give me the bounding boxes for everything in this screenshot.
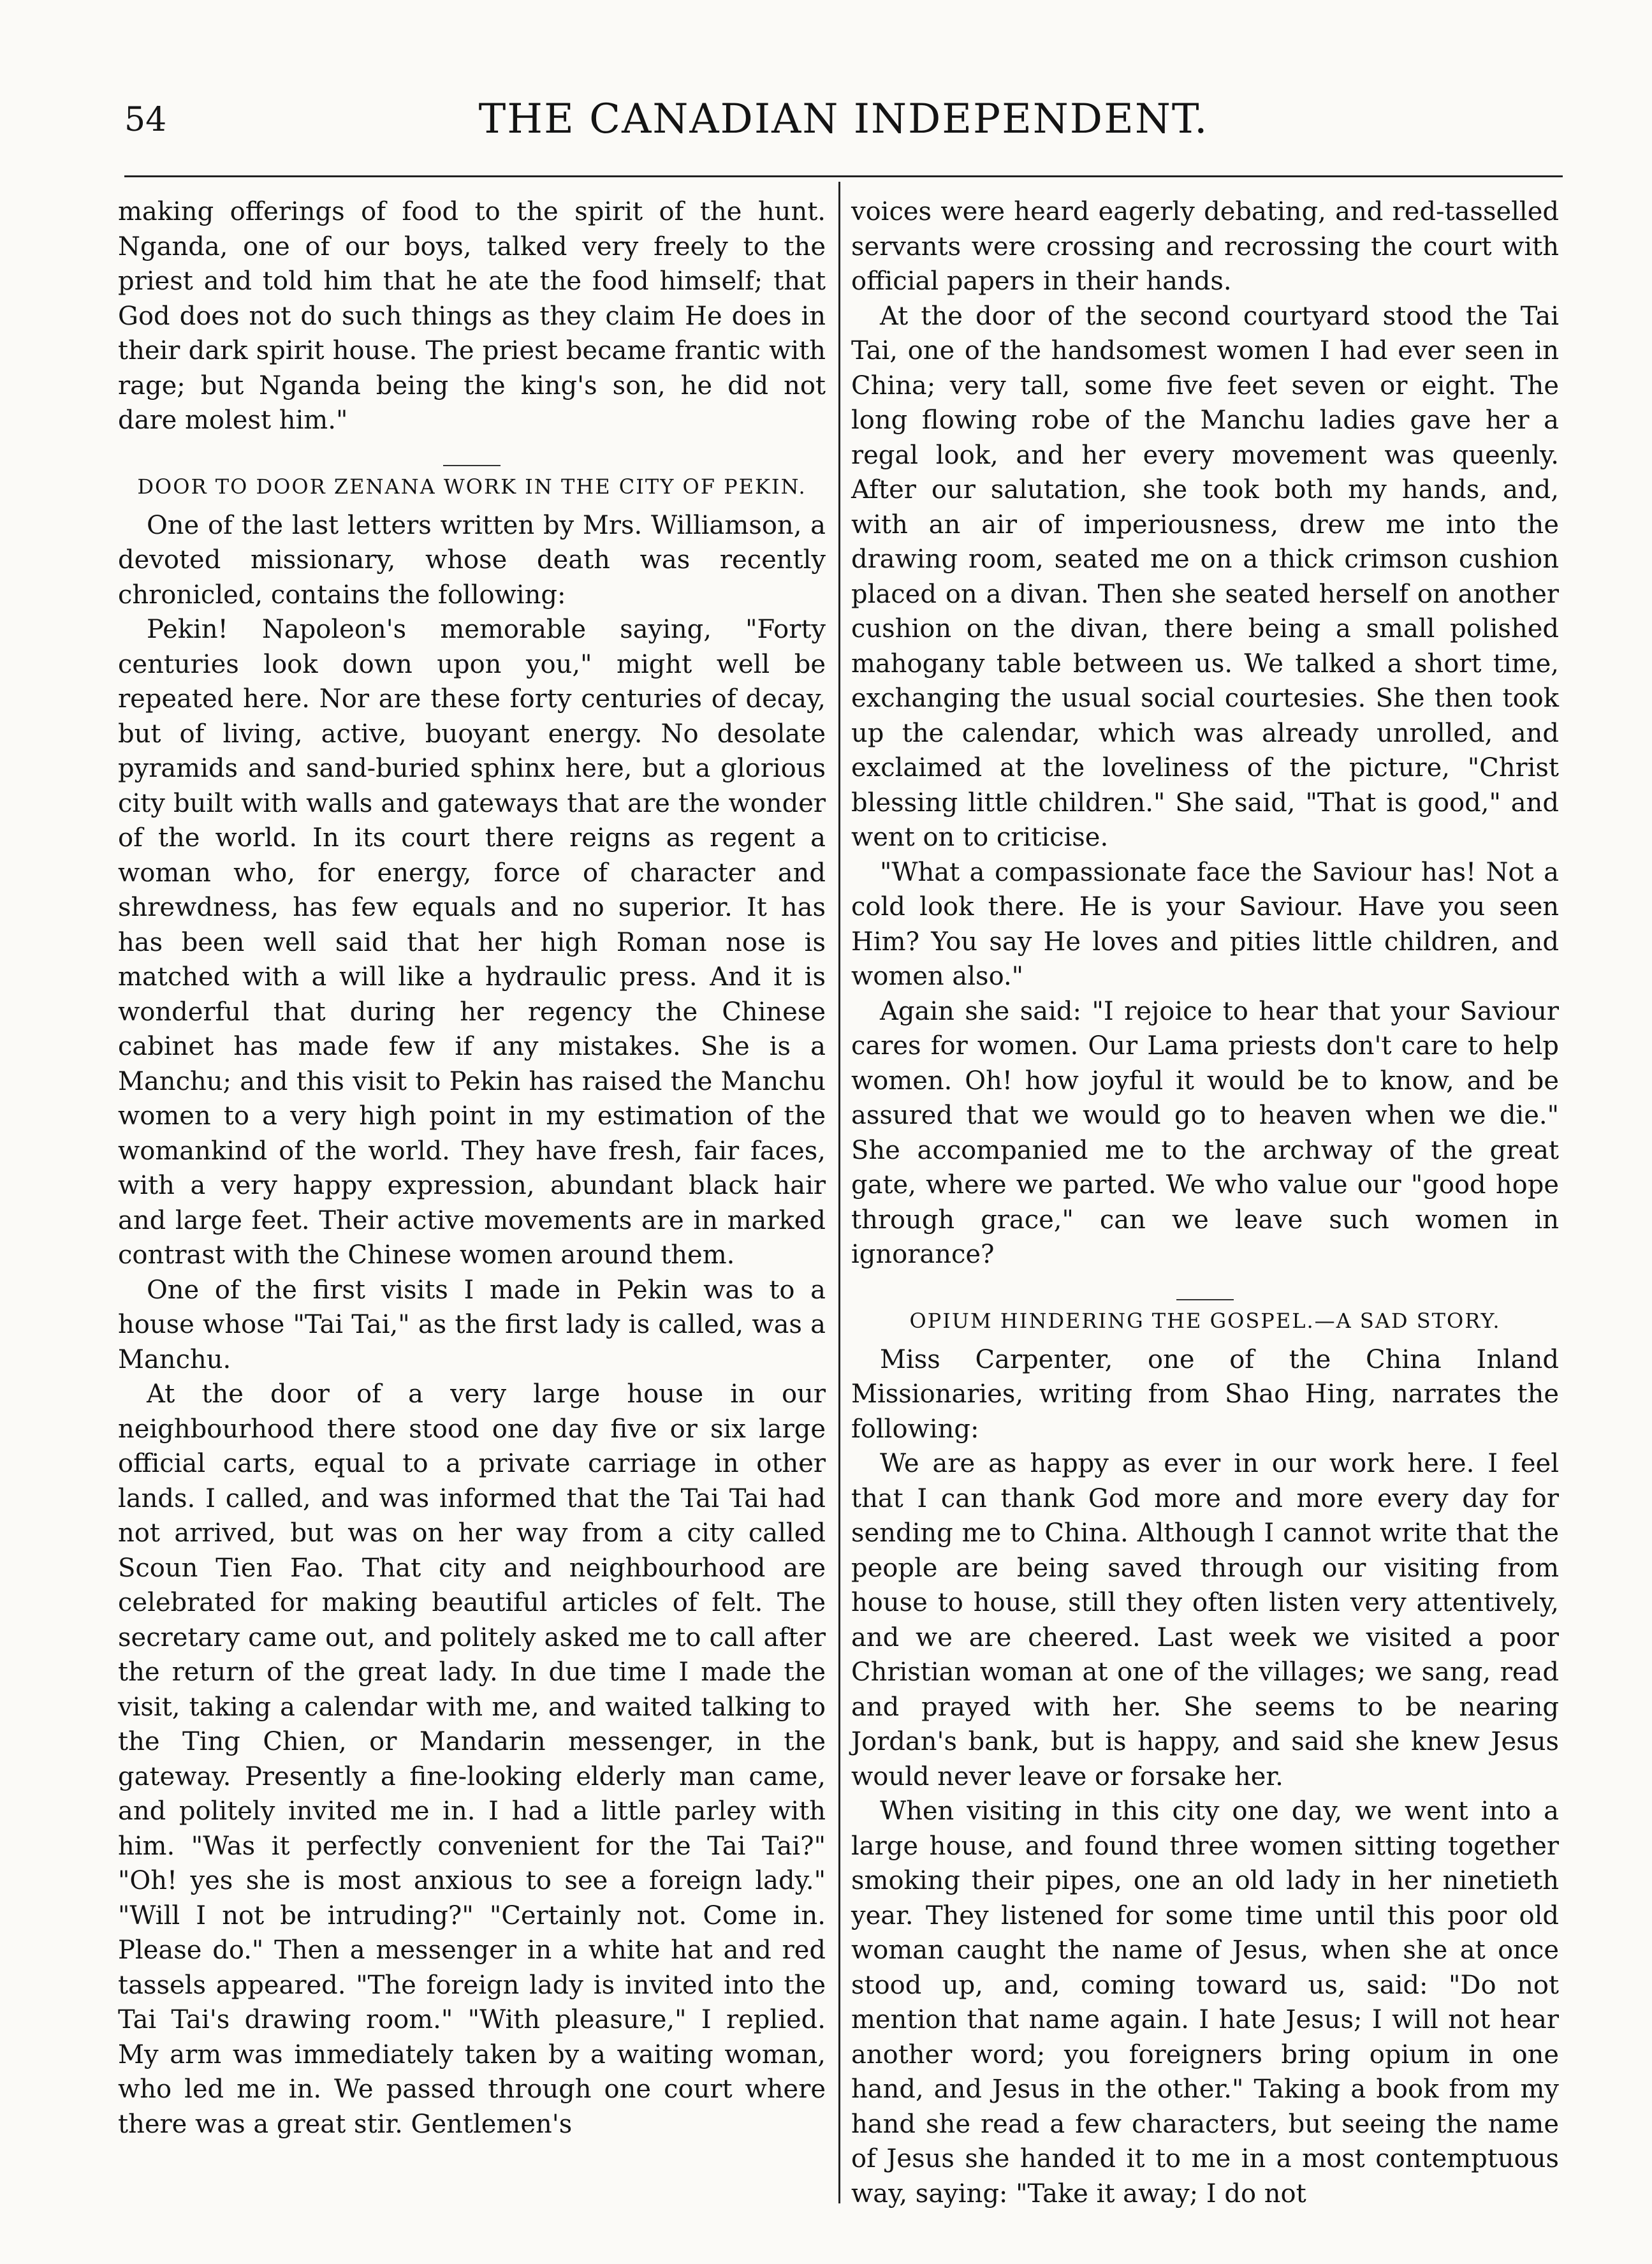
paragraph: Again she said: "I rejoice to hear that your Saviour cares for women. Our Lama priests don't care to help women. Oh! how joyful it would be to know, and be assured that we would go to heaven when we die." She accompanied me to the archway of the great gate, where we parted. We who value our "good hope through grace," can we leave such women in ignorance?	[851, 996, 1559, 1269]
paragraph: One of the last letters written by Mrs. Williamson, a devoted missionary, whose death was recently chronicled, contains the following:	[118, 510, 826, 610]
section-heading-opium: OPIUM HINDERING THE GOSPEL.—A SAD STORY.	[851, 1299, 1559, 1336]
column-divider	[838, 182, 840, 2203]
paragraph: Pekin! Napoleon's memorable saying, "Forty centuries look down upon you," might well be repeated here. Nor are these forty centuries of decay, but of living, active, buoyant energy. No desolate pyramids and sand-buried sphinx here, but a glorious city built with walls and gateways that are the wonder of the world. In its court there reigns as regent a woman who, for energy, force of character and shrewdness, has few equals and no superior. It has has been well said that her high Roman nose is matched with a will like a hydraulic press. And it is wonderful that during her regency the Chinese cabinet has made few if any mistakes. She is a Manchu; and this visit to Pekin has raised the Manchu women to a very high point in my estimation of the womankind of the world. They have fresh, fair faces, with a very happy expression, abundant black hair and large feet. Their active movements are in marked contrast with the Chinese women around them.	[118, 615, 826, 1270]
paragraph: making offerings of food to the spirit of the hunt. Nganda, one of our boys, talked very freely to the priest and told him that he ate the food himself; that God does not do such things as they claim He does in their dark spirit house. The priest became frantic with rage; but Nganda being the king's son, he did not dare molest him."	[118, 197, 826, 435]
page-number: 54	[124, 101, 167, 139]
paragraph: "What a compassionate face the Saviour has! Not a cold look there. He is your Saviour. Have you seen Him? You say He loves and pities little children, and women also."	[851, 857, 1559, 991]
header-rule	[124, 175, 1563, 177]
section-heading-zenana-work: DOOR TO DOOR ZENANA WORK IN THE CITY OF PEKIN.	[118, 465, 826, 502]
left-column	[118, 195, 826, 2142]
paragraph: When visiting in this city one day, we went into a large house, and found three women sitting together smoking their pipes, one an old lady in her ninetieth year. They listened for some time until this poor old woman caught the name of Jesus, when she at once stood up, and, coming toward us, said: "Do not mention that name again. I hate Jesus; I will not hear another word; you foreigners bring opium in one hand, and Jesus in the other." Taking a book from my hand she read a few characters, but seeing the name of Jesus she handed it to me in a most contemptuous way, saying: "Take it away; I do not	[851, 1797, 1559, 2209]
journal-title: THE CANADIAN INDEPENDENT.	[478, 96, 1209, 143]
paragraph: Miss Carpenter, one of the China Inland Missionaries, writing from Shao Hing, narrates the following:	[851, 1344, 1559, 1444]
paragraph: At the door of the second courtyard stood the Tai Tai, one of the handsomest women I had ever seen in China; very tall, some five feet seven or eight. The long flowing robe of the Manchu ladies gave her a regal look, and her every movement was queenly. After our salutation, she took both my hands, and, with an air of imperiousness, drew me into the drawing room, seated me on a thick crimson cushion placed on a divan. Then she seated herself on another cushion on the divan, there being a small polished mahogany table between us. We talked a short time, exchanging the usual social courtesies. She then took up the calendar, which was already unrolled, and exclaimed at the loveliness of the picture, "Christ blessing little children." She said, "That is good," and went on to criticise.	[851, 301, 1559, 852]
paragraph: One of the first visits I made in Pekin was to a house whose "Tai Tai," as the first lady is called, was a Manchu.	[118, 1275, 826, 1374]
right-column	[851, 195, 1559, 2211]
running-header	[124, 96, 1563, 153]
paragraph: We are as happy as ever in our work here. I feel that I can thank God more and more every day for sending me to China. Although I cannot write that the people are being saved through our visiting from house to house, still they often listen very attentively, and we are cheered. Last week we visited a poor Christian woman at one of the villages; we sang, read and prayed with her. She seems to be nearing Jordan's bank, but is happy, and said she knew Jesus would never leave or forsake her.	[851, 1449, 1559, 1791]
paragraph: voices were heard eagerly debating, and red-tasselled servants were crossing and recrossing the court with official papers in their hands.	[851, 197, 1559, 296]
paragraph: At the door of a very large house in our neighbourhood there stood one day five or six large official carts, equal to a private carriage in other lands. I called, and was informed that the Tai Tai had not arrived, but was on her way from a city called Scoun Tien Fao. That city and neighbourhood are celebrated for making beautiful articles of felt. The secretary came out, and politely asked me to call after the return of the great lady. In due time I made the visit, taking a calendar with me, and waited talking to the Ting Chien, or Mandarin messenger, in the gateway. Presently a fine-looking elderly man came, and politely invited me in. I had a little parley with him. "Was it perfectly convenient for the Tai Tai?" "Oh! yes she is most anxious to see a foreign lady." "Will I not be intruding?" "Certainly not. Come in. Please do." Then a messenger in a white hat and red tassels appeared. "The foreign lady is invited into the Tai Tai's drawing room." "With pleasure," I replied. My arm was immediately taken by a waiting woman, who led me in. We passed through one court where there was a great stir. Gentlemen's	[118, 1379, 826, 2139]
